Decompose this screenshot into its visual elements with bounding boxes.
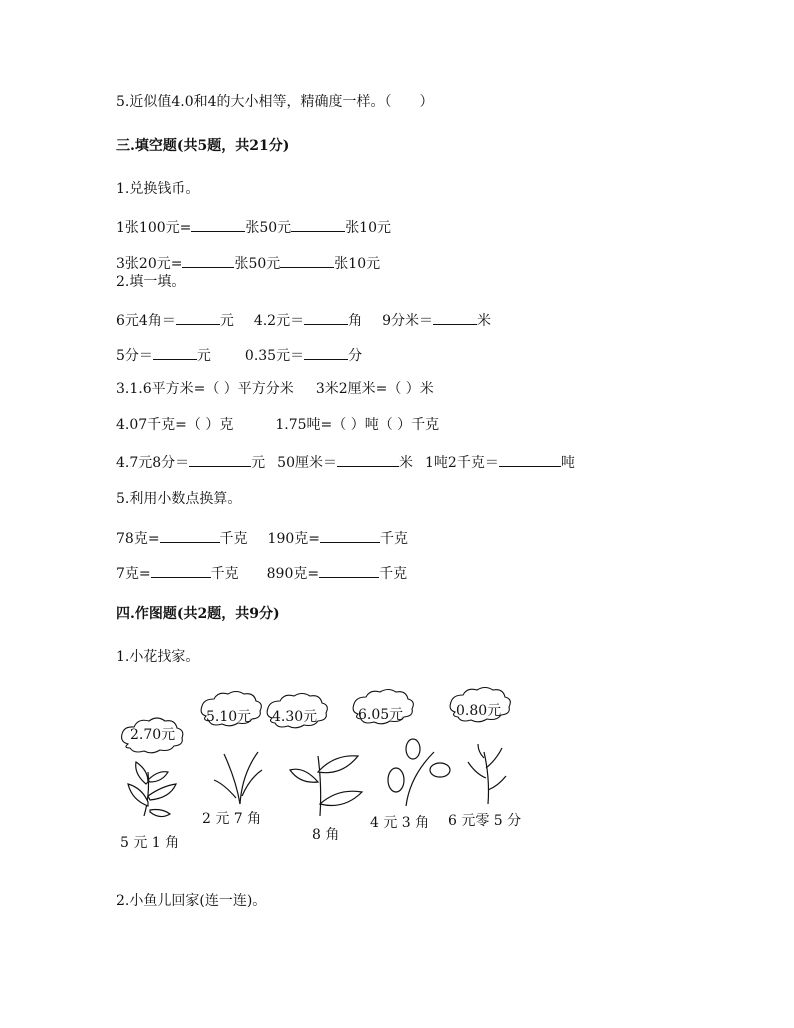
answer-blank[interactable] [291, 217, 345, 232]
judge-question-5: 5.近似值4.0和4的大小相等，精确度一样。（ ） [116, 94, 434, 110]
fill-q5-row-b: 7克= 千克 890克= 千克 [116, 563, 407, 583]
fill-q5-title: 5.利用小数点换算。 [116, 491, 242, 507]
fill-q1-row-b: 3张20元= 张50元 张10元 [116, 253, 380, 273]
round-leaf-plant-icon [388, 739, 450, 806]
cloud-label: 2.70元 [130, 727, 176, 743]
draw-q1-title: 1.小花找家。 [116, 649, 200, 665]
fill-q3: 3.1.6平方米=（ ）平方分米 3米2厘米=（ ）米 [116, 381, 434, 397]
answer-blank[interactable] [433, 310, 477, 325]
fill-q2-row-b: 5分＝ 元 0.35元＝ 分 [116, 345, 362, 365]
flower-label: 6 元零 5 分 [448, 813, 522, 829]
answer-blank[interactable] [320, 528, 380, 543]
flower-label: 2 元 7 角 [202, 811, 262, 827]
answer-blank[interactable] [337, 452, 399, 467]
draw-q2-title: 2.小鱼儿回家(连一连)。 [116, 893, 267, 909]
answer-blank[interactable] [280, 253, 334, 268]
answer-blank[interactable] [191, 217, 245, 232]
grass-icon [214, 752, 262, 804]
fill-q1-title: 1.兑换钱币。 [116, 181, 200, 197]
twig-icon [468, 744, 506, 804]
answer-blank[interactable] [304, 345, 348, 360]
answer-blank[interactable] [182, 253, 234, 268]
section-4-title: 四.作图题(共2题，共9分) [116, 606, 280, 622]
fill-q2-row-a: 6元4角＝ 元 4.2元＝ 角 9分米＝ 米 [116, 310, 491, 330]
answer-blank[interactable] [189, 452, 251, 467]
cloud-label: 0.80元 [456, 703, 502, 719]
fill-q2-title: 2.填一填。 [116, 274, 186, 290]
fill-q4-row-b: 4.7元8分＝ 元 50厘米＝ 米 1吨2千克＝ 吨 [116, 452, 575, 472]
sprig-icon [128, 762, 176, 817]
answer-blank[interactable] [153, 345, 197, 360]
cloud-label: 6.05元 [358, 707, 404, 723]
cloud-label: 5.10元 [206, 709, 252, 725]
section-3-title: 三.填空题(共5题，共21分) [116, 138, 290, 154]
leafy-stem-icon [290, 756, 362, 816]
cloud-label: 4.30元 [272, 709, 318, 725]
answer-blank[interactable] [499, 452, 561, 467]
answer-blank[interactable] [176, 310, 220, 325]
flower-label: 8 角 [312, 827, 340, 843]
answer-blank[interactable] [151, 563, 211, 578]
answer-blank[interactable] [304, 310, 348, 325]
flower-label: 4 元 3 角 [370, 815, 430, 831]
fill-q1-row-a: 1张100元= 张50元 张10元 [116, 217, 391, 237]
answer-blank[interactable] [319, 563, 379, 578]
flower-label: 5 元 1 角 [120, 835, 180, 851]
fill-q4: 4.07千克=（ ）克 1.75吨=（ ）吨（ ）千克 [116, 417, 440, 433]
fill-q5-row-a: 78克= 千克 190克= 千克 [116, 528, 408, 548]
answer-blank[interactable] [160, 528, 220, 543]
flower-matching-figure [110, 686, 550, 866]
